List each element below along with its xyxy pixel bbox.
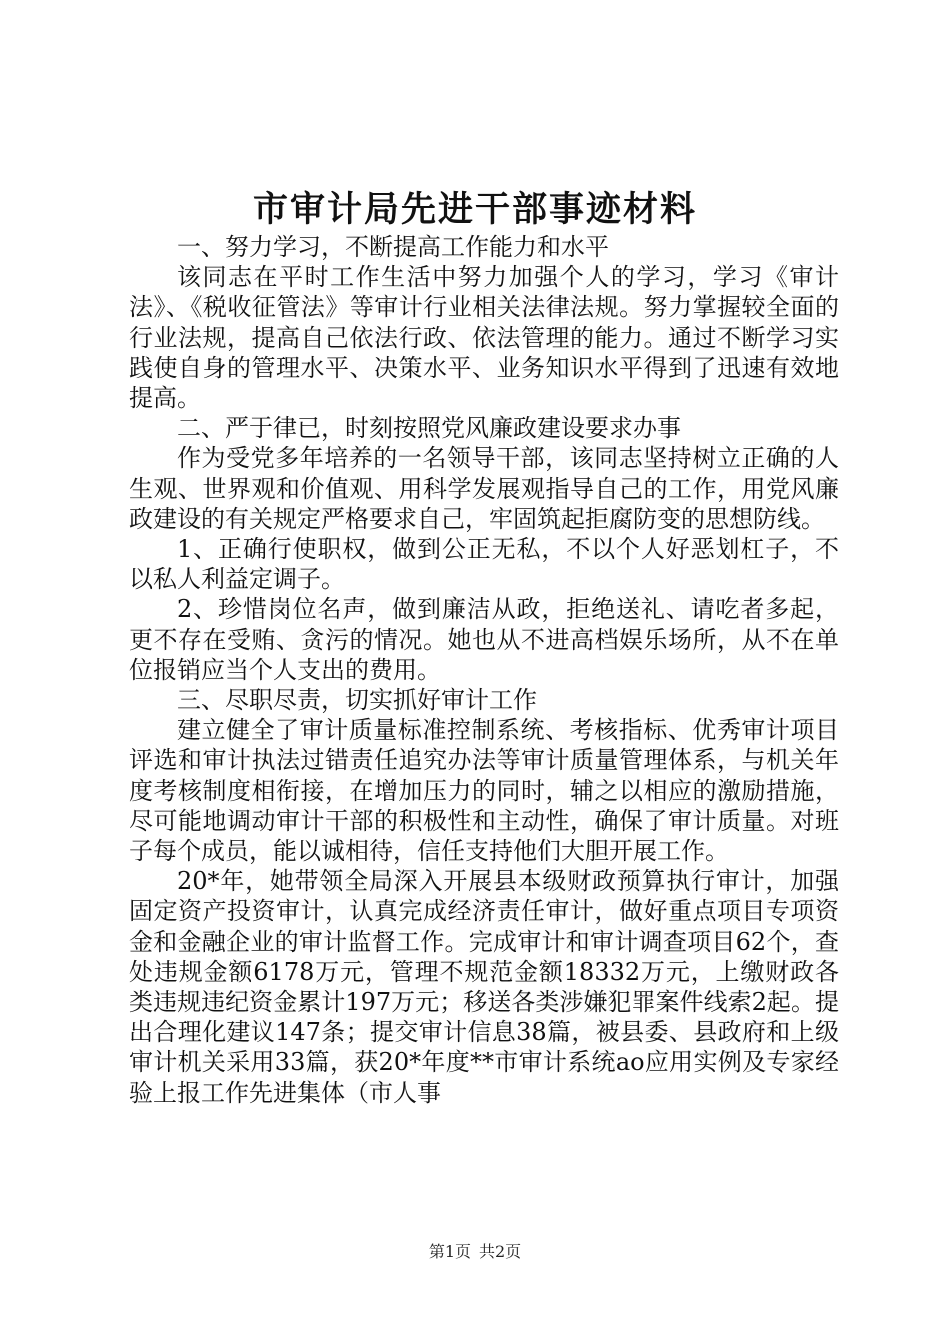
page-number: 第1页 [428, 1242, 471, 1261]
page-total: 共2页 [479, 1242, 522, 1261]
section-heading-3: 三、尽职尽责，切实抓好审计工作 [177, 686, 537, 715]
paragraph-study: 该同志在平时工作生活中努力加强个人的学习，学习《审计法》、《税收征管法》等审计行业相关法律法规。努力掌握较全面的行业法规，提高自己依法行政、依法管理的能力。通过不断学习实践使自身的管理水平、决策水平、业务知识水平得到了迅速有效地提高。 [129, 263, 839, 413]
section-heading-2: 二、严于律已，时刻按照党风廉政建设要求办事 [177, 414, 681, 443]
document-body [129, 232, 839, 1108]
paragraph-integrity: 作为受党多年培养的一名领导干部，该同志坚持树立正确的人生观、世界观和价值观、用科学发展观指导自己的工作，用党风廉政建设的有关规定严格要求自己，牢固筑起拒腐防变的思想防线。 [129, 444, 839, 533]
paragraph-achievements: 20*年，她带领全局深入开展县本级财政预算执行审计，加强固定资产投资审计，认真完成经济责任审计，做好重点项目专项资金和金融企业的审计监督工作。完成审计和审计调查项目62个，查处违规金额6178万元，管理不规范金额18332万元，上缴财政各类违规违纪资金累计197万元；移送各类涉嫌犯罪案件线索2起。提出合理化建议147条；提交审计信息38篇，被县委、县政府和上级审计机关采用33篇，获20*年度**市审计系统ao应用实例及专家经验上报工作先进集体（市人事 [129, 867, 839, 1107]
section-heading-1: 一、努力学习，不断提高工作能力和水平 [177, 233, 609, 261]
list-item-1: 1、正确行使职权，做到公正无私，不以个人好恶划杠子，不以私人利益定调子。 [129, 535, 839, 594]
document-title: 市审计局先进干部事迹材料 [252, 189, 697, 230]
paragraph-quality: 建立健全了审计质量标准控制系统、考核指标、优秀审计项目评选和审计执法过错责任追究办法等审计质量管理体系，与机关年度考核制度相衔接，在增加压力的同时，辅之以相应的激励措施，尽可能地调动审计干部的积极性和主动性，确保了审计质量。对班子每个成员，能以诚相待，信任支持他们大胆开展工作。 [129, 716, 839, 866]
list-item-2: 2、珍惜岗位名声，做到廉洁从政，拒绝送礼、请吃者多起，更不存在受贿、贪污的情况。她也从不进高档娱乐场所，从不在单位报销应当个人支出的费用。 [129, 595, 839, 684]
page-footer [0, 1239, 950, 1262]
